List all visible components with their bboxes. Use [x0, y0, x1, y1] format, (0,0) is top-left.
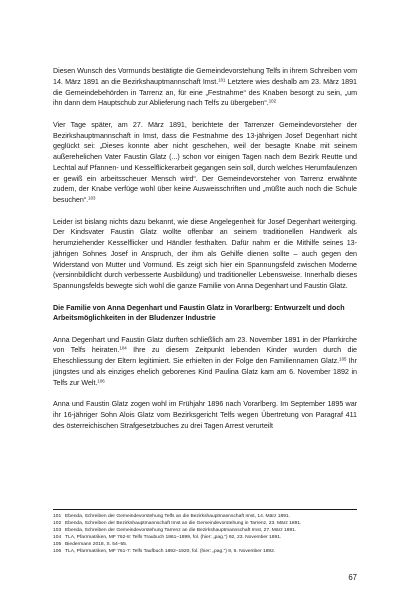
footnote-text: TLA, Pfarrmatriken, MF 762-8: Telfs Traubuch 1861–1899, fol. (hier: „pag.“) 92, 23. November 1891.: [65, 535, 282, 541]
footnote-text: Ebenda, Schreiben der Bezirkshauptmannschaft Imst an die Gemeindevorstehung in Tarrenz, 23. März 1891.: [65, 521, 302, 527]
footnote-text: Biedermann 2018, S. 54–55.: [65, 542, 128, 548]
footnote-number: 101: [53, 514, 62, 519]
footnote-item: [53, 548, 357, 555]
paragraph-2: [53, 120, 357, 206]
footnote-reference[interactable]: 103: [88, 195, 96, 201]
footnote-reference[interactable]: 106: [97, 377, 105, 383]
footnote-reference[interactable]: 104: [119, 345, 127, 351]
paragraph-5: [53, 399, 357, 431]
paragraph-text: Anna Degenhart und Faustin Glatz durften schließlich am 23. November 1891 in der Pfarrkirche von Telfs heiraten.: [53, 335, 357, 355]
paragraph-text: Ihre zu diesem Zeitpunkt lebenden Kinder wurden durch die Eheschliessung der Eltern legitimiert. Sie erhielten in der Folge den Familiennamen Glatz.: [53, 346, 357, 365]
footnotes: [53, 509, 357, 555]
paragraph-3: [53, 217, 357, 292]
paragraph-4: [53, 335, 357, 389]
footnote-item: [53, 534, 357, 541]
footnote-text: Ebenda, Schreiben der Gemeindevorstehung Telfs an die Bezirkshauptmannschaft Imst, 14. März 1891.: [65, 514, 291, 519]
section-heading: Die Familie von Anna Degenhart und Faustin Glatz in Vorarlberg: Entwurzelt und doch Arbeitsmöglichkeiten in der Bludenzer Industrie: [53, 303, 345, 323]
footnote-reference[interactable]: 102: [268, 98, 276, 104]
footnote-number: 104: [53, 535, 62, 541]
page-number: 67: [348, 573, 357, 582]
footnote-number: 103: [53, 528, 62, 534]
paragraph-text: Anna und Faustin Glatz zogen wohl im Frühjahr 1896 nach Vorarlberg. Im September 1895 war ihr 16-jähriger Sohn Alois Glatz vom Bezirksgericht Telfs wegen Übertretung von Paragraf 411 des österreichischen Strafgesetzbuches zu drei Tagen Arrest verurteilt: [53, 400, 357, 430]
footnote-text: Ebenda, Schreiben der Gemeindevorstehung Tarrenz an die Bezirkshauptmannschaft Imst, 27. März 1891.: [65, 528, 297, 534]
footnote-reference[interactable]: 101: [218, 77, 226, 83]
paragraph-text: Leider ist bislang nichts dazu bekannt, wie diese Angelegenheit für Josef Degenhart weiterging. Der Kindsvater Faustin Glatz wollte offenbar an seinem traditionellen Handwerk als herumziehender Kesselflicker und Händler festhalten. Dafür nahm er die Mithilfe seines 13-jährigen Sohnes Josef in Anspruch, der ihm als Gehilfe dienen sollte – auch gegen den Widerstand von Mutter und Vormund. Es zeigt sich hier ein Spannungsfeld zwischen Moderne (versinnbildlicht durch verbesserte Ausbildung) und traditioneller Lebensweise. Innerhalb dieses Spannungsfelds bewegte sich wohl die ganze Familie von Anna Degenhart und Faustin Glatz.: [53, 217, 357, 290]
paragraph-text: Letztere wies deshalb am 23. März 1891 die Gemeindebehörden in Tarrenz an, für eine „Festnahme“ des Knaben besorgt zu sein, „um ihn dann dem Hauptschub zur Ablieferung nach Telfs zu übergeben“.: [53, 77, 357, 108]
footnote-item: [53, 541, 357, 548]
footnote-reference[interactable]: 105: [339, 356, 347, 362]
footnote-number: 105: [53, 542, 62, 548]
paragraph-text: Ihr jüngstes und als einziges ehelich geborenes Kind Paulina Glatz kam am 6. November 1892 in Telfs zur Welt.: [53, 357, 357, 387]
paragraph-text: Diesen Wunsch des Vormunds bestätigte die Gemeindevorstehung Telfs in ihrem Schreiben vom 14. März 1891 an die Bezirkshauptmannschaft Imst.: [53, 67, 357, 86]
footnote-item: [53, 527, 357, 534]
footnote-text: TLA, Pfarrmatriken, MF 761-7: Telfs Taufbuch 1892–1920, fol. (hier: „pag.“) 8, 6. November 1892.: [65, 549, 276, 555]
paragraph-1: [53, 66, 357, 109]
page-body: [53, 66, 357, 431]
footnote-number: 106: [53, 549, 62, 555]
footnote-item: [53, 513, 357, 520]
footnote-item: [53, 520, 357, 527]
paragraph-text: Vier Tage später, am 27. März 1891, berichtete der Tarrenzer Gemeindevorsteher der Bezirkshauptmannschaft in Imst, dass die Festnahme des 13-jährigen Josef Degenhart nicht geglückt sei: „Dieses konnte aber nicht geschehen, weil der besagte Knabe mit seinem außerehelichen Vater Faustin Glatz (...) schon vor einigen Tagen nach dem Bezirk Reutte und Lechtal auf Pfannen- und Kesselflickerarbeit gegangen sein soll, durch welches Herumfaulenzen er gewiß ein arbeitsscheuer Mensch wird“. Der Gemeindevorsteher von Tarrenz erwähnte zudem, der Knabe verfüge wohl über keine Ausweisschriften und „müßte auch noch die Schule besuchen“.: [53, 120, 357, 204]
footnote-number: 102: [53, 521, 62, 527]
